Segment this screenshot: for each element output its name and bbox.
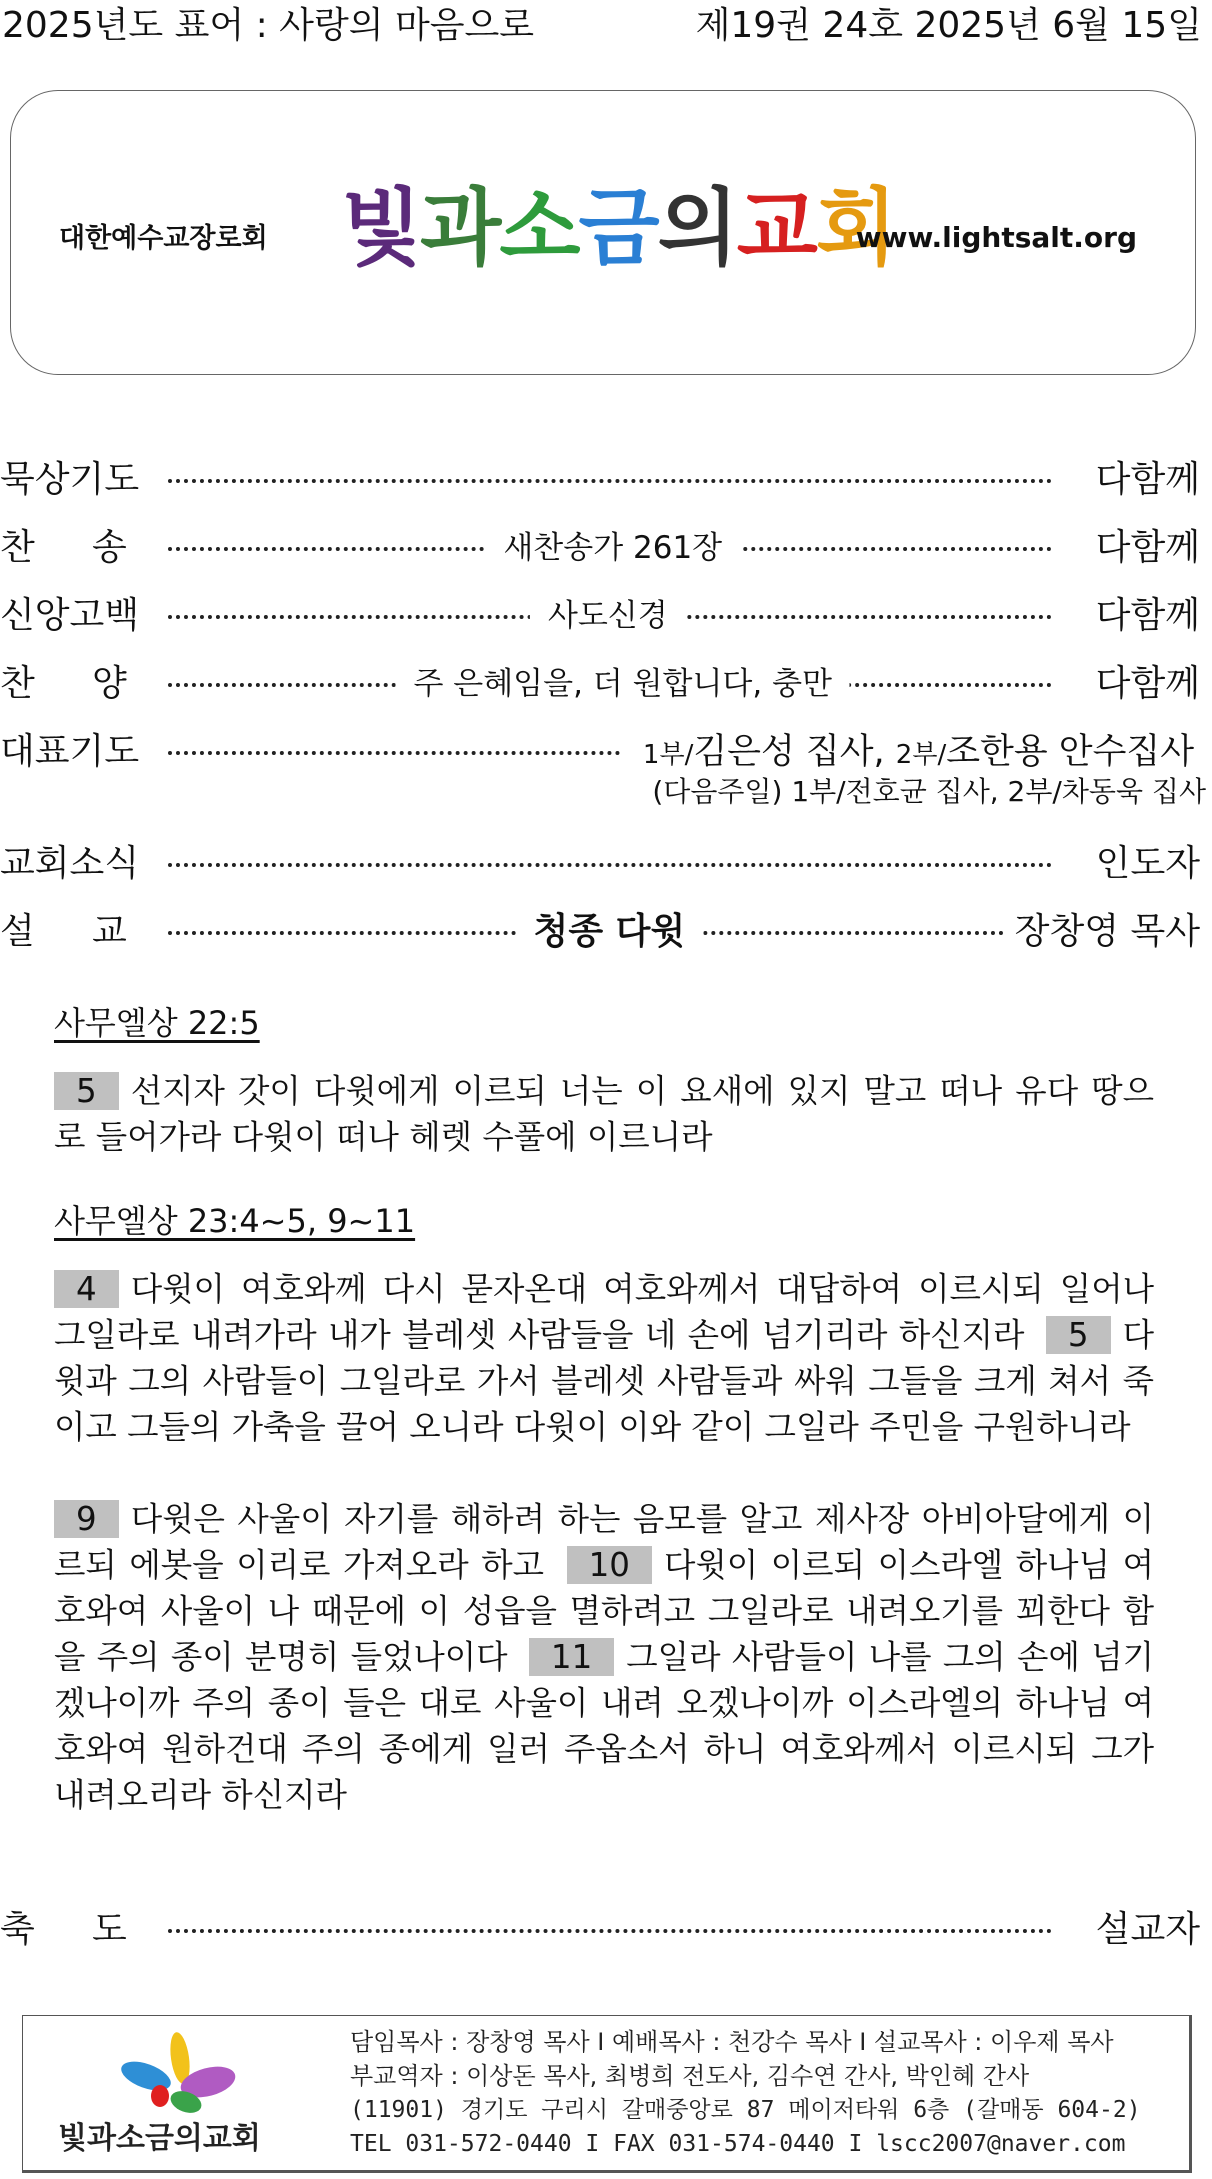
next-week-prayer: (다음주일) 1부/전호균 집사, 2부/차동욱 집사 [652, 775, 1206, 808]
footer-logo-text: 빛과소금의교회 [58, 2121, 261, 2156]
order-label: 설 교 [0, 911, 127, 952]
service-1-prefix: 1부/ [642, 740, 694, 770]
dot-leader [168, 751, 620, 755]
verse-text: 선지자 갓이 다윗에게 이르되 너는 이 요새에 있지 말고 떠나 유다 땅으로 들어가라 다윗이 떠나 헤렛 수풀에 이르니라 [54, 1072, 1154, 1156]
dot-leader [168, 863, 1052, 867]
verse-number: 10 [567, 1546, 652, 1584]
order-content: 사도신경 [530, 591, 686, 641]
logo-char: 회 [815, 178, 896, 277]
verse-text: 다윗은 사울이 자기를 해하려 하는 음모를 알고 제사장 아비아달에게 이르되 에봇을 이리로 가져오라 하고 [54, 1500, 1154, 1584]
sermon-row [0, 907, 1200, 975]
order-leader: 다함께 [1084, 591, 1200, 641]
church-header-box [10, 90, 1196, 375]
order-leader: 설교자 [1084, 1905, 1200, 1955]
year-motto: 2025년도 표어 : 사랑의 마음으로 [2, 5, 535, 46]
verse-number: 4 [54, 1270, 119, 1308]
order-label: 찬 송 [0, 527, 127, 568]
top-line [0, 4, 1212, 48]
order-row [0, 1905, 1200, 1973]
order-row [0, 659, 1200, 727]
order-leader: 다함께 [1084, 455, 1200, 505]
verse-text: 다윗이 이르되 이스라엘 하나님 여호와여 사울이 나 때문에 이 성읍을 멸하려고 그일라로 내려오기를 꾀한다 함을 주의 종이 분명히 들었나이다 [54, 1546, 1154, 1676]
website-link[interactable]: www.lightsalt.org [855, 221, 1137, 254]
flower-logo-icon [58, 2030, 298, 2160]
sermon-title: 청종 다윗 [516, 907, 704, 957]
verse-text: 그일라 사람들이 나를 그의 손에 넘기겠나이까 주의 종이 들은 대로 사울이 내려 오겠나이까 이스라엘의 하나님 여호와여 원하건대 주의 종에게 일러 주옵소서 하니 여호와께서 이르시되 그가 내려오리라 하신지라 [54, 1638, 1154, 1814]
order-row [0, 591, 1200, 659]
dot-leader [168, 479, 1052, 483]
worship-order [0, 455, 1200, 975]
order-leader: 인도자 [1084, 839, 1200, 889]
verse-text: 다윗과 그의 사람들이 그일라로 가서 블레셋 사람들과 싸워 그들을 크게 쳐서 죽이고 그들의 가축을 끌어 오니라 다윗이 이와 같이 그일라 주민을 구원하니라 [54, 1316, 1154, 1446]
church-info [350, 2025, 1141, 2161]
scripture-reference: 사무엘상 22:5 [54, 1004, 260, 1042]
benediction-section [0, 1905, 1200, 1973]
verse-number: 5 [54, 1072, 119, 1110]
preacher: 장창영 목사 [1003, 907, 1200, 957]
order-row [0, 455, 1200, 523]
contact-line: TEL 031-572-0440 I FAX 031-574-0440 I lscc2007@naver.com [350, 2131, 1126, 2157]
order-label: 묵상기도 [0, 459, 140, 500]
service-2-prayer: 조한용 안수집사 [946, 732, 1194, 772]
verse-number: 5 [1046, 1316, 1111, 1354]
verse-number: 9 [54, 1500, 119, 1538]
service-2-prefix: 2부/ [895, 740, 947, 770]
logo-char: 의 [657, 178, 737, 277]
logo-char: 금 [578, 178, 658, 277]
scripture-passage [54, 1068, 1154, 1160]
scripture-passage [54, 1496, 1154, 1818]
order-row [0, 839, 1200, 907]
scripture-block-1 [54, 1000, 1154, 1160]
issue-info: 제19권 24호 2025년 6월 15일 [695, 5, 1202, 46]
order-content: 새찬송가 261장 [485, 523, 740, 573]
service-1-prayer: 김은성 집사, [693, 732, 885, 772]
logo-char: 과 [420, 178, 500, 277]
order-label: 축 도 [0, 1909, 127, 1950]
order-label: 신앙고백 [0, 595, 140, 636]
scripture-passage [54, 1266, 1154, 1450]
address-line: (11901) 경기도 구리시 갈매중앙로 87 메이저타워 6층 (갈매동 604-2) [350, 2097, 1141, 2123]
order-leader: 다함께 [1084, 659, 1200, 709]
scripture-block-2 [54, 1198, 1154, 1818]
logo-char: 빛 [341, 178, 421, 277]
verse-number: 11 [529, 1638, 614, 1676]
logo-char: 소 [499, 178, 579, 277]
denomination-name: 대한예수교장로회 [59, 223, 268, 254]
order-row [0, 523, 1200, 591]
scripture-reference: 사무엘상 23:4~5, 9~11 [54, 1202, 416, 1240]
dot-leader [168, 1929, 1052, 1933]
logo-char: 교 [736, 178, 816, 277]
order-label: 대표기도 [0, 731, 140, 772]
pastors-line: 담임목사 : 장창영 목사 I 예배목사 : 천강수 목사 I 설교목사 : 이우제 목사 [350, 2028, 1114, 2056]
order-leader: 다함께 [1084, 523, 1200, 573]
staff-line: 부교역자 : 이상돈 목사, 최병희 전도사, 김수연 간사, 박인혜 간사 [350, 2062, 1030, 2090]
verse-text: 다윗이 여호와께 다시 묻자온대 여호와께서 대답하여 이르시되 일어나 그일라로 내려가라 내가 블레셋 사람들을 네 손에 넘기리라 하신지라 [54, 1270, 1154, 1354]
order-label: 찬 양 [0, 663, 127, 704]
church-name-logo [341, 161, 895, 282]
order-content: 주 은혜임을, 더 원합니다, 충만 [395, 659, 849, 709]
church-logo-emblem [58, 2030, 298, 2160]
order-label: 교회소식 [0, 843, 140, 884]
